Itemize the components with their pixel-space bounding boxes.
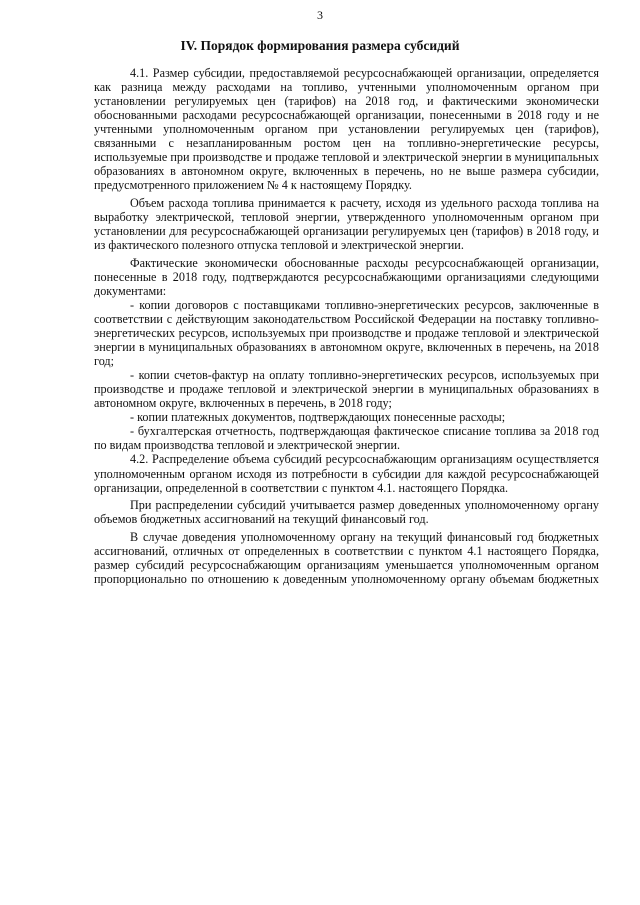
list-item-contracts: - копии договоров с поставщиками топливно-энергетических ресурсов, заключенные в соответствии с действующим законодательством Российской Федерации на поставку топливно-энергетических ресурсов, используемых при производстве и продаже тепловой и электрической энергии в муниципальных образованиях в автономном округе, включенных в перечень, на 2018 год; <box>94 297 599 369</box>
paragraph-4-1: 4.1. Размер субсидии, предоставляемой ресурсоснабжающей организации, определяется как разница между расходами на топливо, учтенными уполномоченным органом при установлении регулируемых цен (тарифов) на 2018 год, и фактическими экономически обоснованными расходами ресурсоснабжающей организации, понесенными в 2018 году и не учтенными уполномоченным органом при установлении регулируемых цен (тарифов), связанными с незапланированным ростом цен на топливно-энергетические ресурсы, используемые при производстве и продаже тепловой и электрической энергии в муниципальных образованиях в автономном округе, включенных в перечень, но не выше размера субсидии, предусмотренного приложением № 4 к настоящему Порядку. <box>94 66 599 193</box>
paragraph-4-2: 4.2. Распределение объема субсидий ресурсоснабжающим организациям осуществляется уполномоченным органом исходя из потребности в субсидии для каждой ресурсоснабжающей организации, определенной в соответствии с пунктом 4.1. настоящего Порядка. <box>94 452 599 495</box>
paragraph-fuel-volume: Объем расхода топлива принимается к расчету, исходя из удельного расхода топлива на выработку электрической, тепловой энергии, утвержденного уполномоченным органом при установлении для ресурсоснабжающей организации регулируемых цен (тарифов) в 2018 году, и из фактического полезного отпуска тепловой и электрической энергии. <box>94 196 599 253</box>
list-item-invoices: - копии счетов-фактур на оплату топливно-энергетических ресурсов, используемых при производстве и продаже тепловой и электрической энергии в муниципальных образованиях в автономном округе, включенных в перечень, в 2018 году; <box>94 368 599 411</box>
document-body <box>94 66 599 590</box>
paragraph-actual-expenses: Фактические экономически обоснованные расходы ресурсоснабжающей организации, понесенные в 2018 году, подтверждаются ресурсоснабжающими организациями следующими документами: <box>94 255 599 298</box>
list-item-accounting-reports: - бухгалтерская отчетность, подтверждающая фактическое списание топлива за 2018 год по видам производства тепловой и электрической энергии. <box>94 424 599 453</box>
paragraph-budget-allocation: При распределении субсидий учитывается размер доведенных уполномоченному органу объемов бюджетных ассигнований на текущий финансовый год. <box>94 498 599 527</box>
list-item-payment-documents: - копии платежных документов, подтверждающих понесенные расходы; <box>130 410 506 425</box>
page-number: 3 <box>317 8 323 22</box>
paragraph-proportional-reduction: В случае доведения уполномоченному органу на текущий финансовый год бюджетных ассигнований, отличных от определенных в соответствии с пунктом 4.1 настоящего Порядка, размер субсидий ресурсоснабжающим организациям уменьшается уполномоченным органом пропорционально по отношению к доведенным уполномоченному органу объемам бюджетных <box>94 529 599 587</box>
section-heading: IV. Порядок формирования размера субсидий <box>180 38 460 53</box>
